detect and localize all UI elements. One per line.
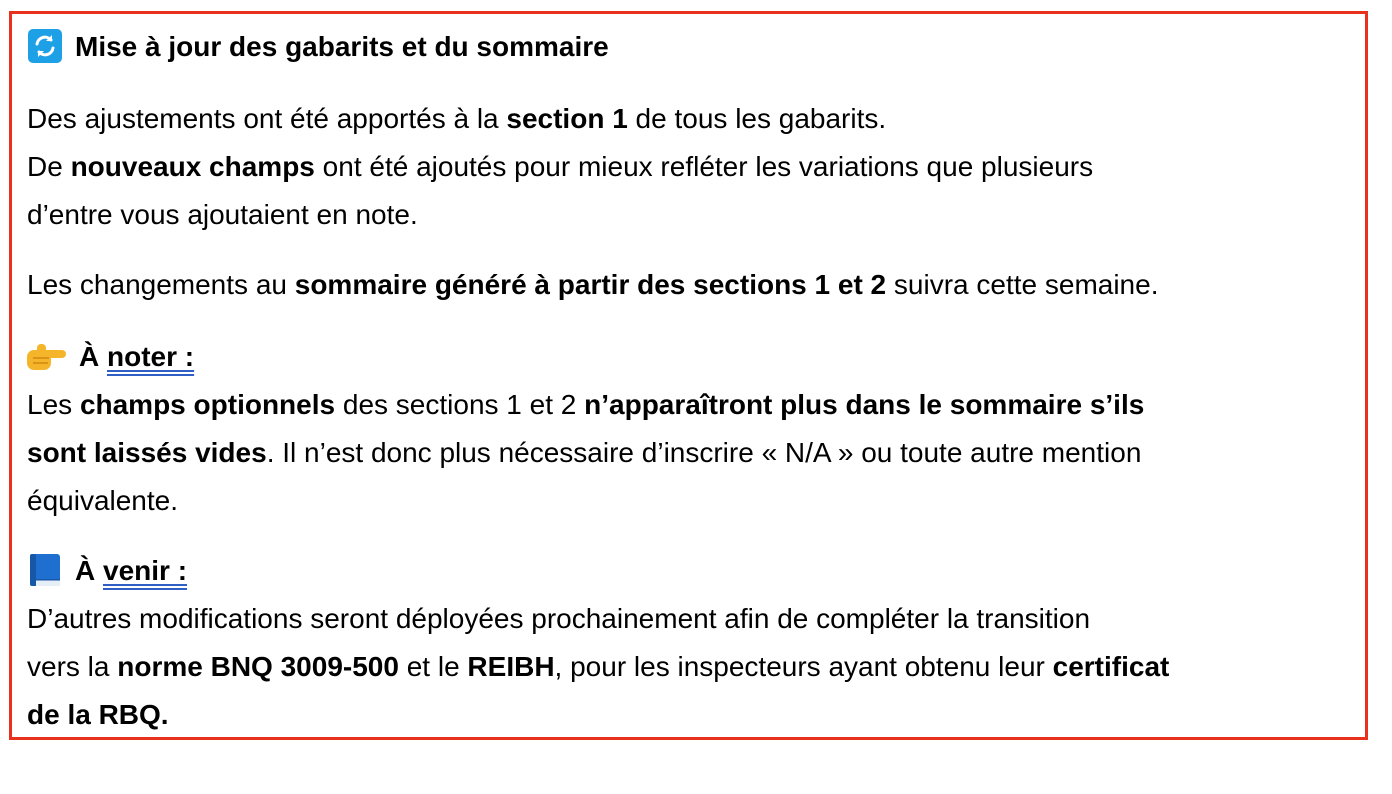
para1-line1: Des ajustements ont été apportés à la section 1 de tous les gabarits. — [27, 103, 887, 134]
coming-line3: de la RBQ. — [27, 699, 169, 730]
para2-line: Les changements au sommaire généré à partir des sections 1 et 2 suivra cette semaine. — [27, 269, 1159, 300]
note-line2: sont laissés vides. Il n’est donc plus nécessaire d’inscrire « N/A » ou toute autre mention — [27, 437, 1142, 468]
coming-label: venir : — [103, 555, 188, 586]
para1-line2: De nouveaux champs ont été ajoutés pour mieux refléter les variations que plusieurs — [27, 151, 1094, 182]
title-text: Mise à jour des gabarits et du sommaire — [75, 31, 609, 62]
coming-line2: vers la norme BNQ 3009-500 et le REIBH, pour les inspecteurs ayant obtenu leur certificat — [27, 651, 1170, 682]
note-line1: Les champs optionnels des sections 1 et 2 n’apparaîtront plus dans le sommaire s’ils — [27, 389, 1145, 420]
coming-heading: À venir : — [27, 554, 187, 590]
blue-book-icon — [27, 553, 63, 587]
note-heading: À noter : — [27, 340, 194, 375]
note-label: noter : — [107, 341, 195, 372]
sync-arrows-icon — [27, 29, 63, 63]
notice-title — [27, 30, 609, 66]
pointing-hand-icon — [27, 340, 67, 372]
para1-line3: d’entre vous ajoutaient en note. — [27, 199, 418, 230]
coming-line1: D’autres modifications seront déployées prochainement afin de compléter la transition — [27, 603, 1091, 634]
note-line3: équivalente. — [27, 485, 179, 516]
